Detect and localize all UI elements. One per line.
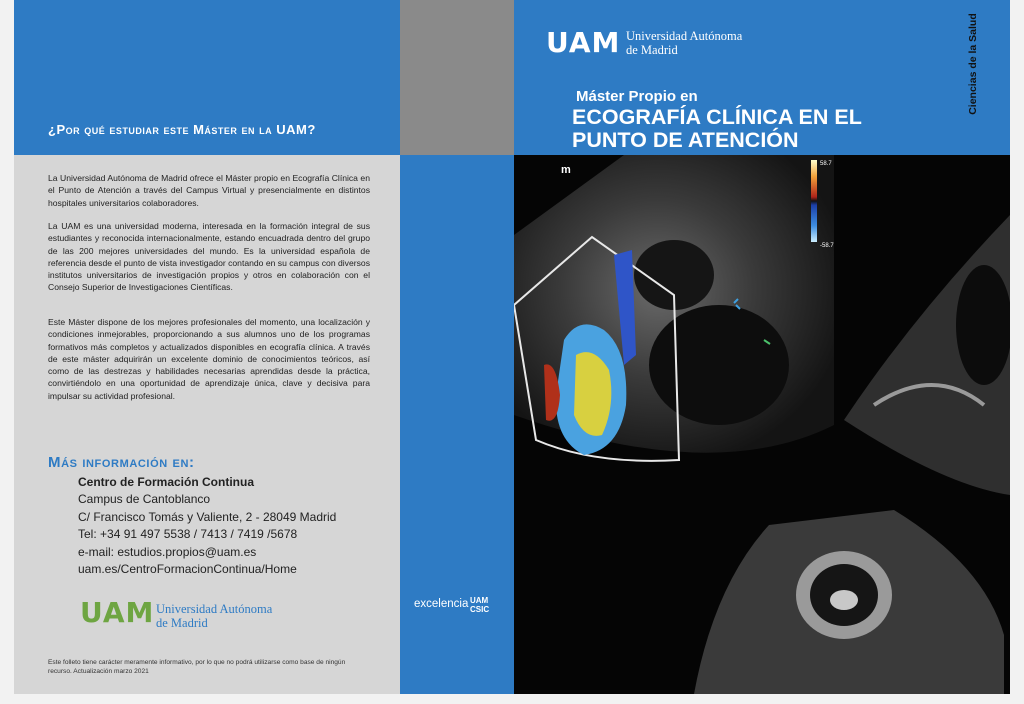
ultrasound-image [514, 155, 1010, 694]
contact-phone: Tel: +34 91 497 5538 / 7413 / 7419 /5678 [78, 527, 298, 542]
contact-org: Centro de Formación Continua [78, 475, 255, 489]
heart-chamber [649, 305, 789, 425]
color-scale-bottom: -58.7 [820, 243, 834, 249]
contact-campus: Campus de Cantoblanco [78, 492, 211, 507]
uam-logo-bottom [80, 596, 273, 630]
excellence-sub-csic: CSIC [470, 605, 490, 614]
intro-paragraph-1: La Universidad Autónoma de Madrid ofrece el Máster propio en Ecografía Clínica en el Punto de Atención a través del Campus Virtual y presencialmente en distintos hospitales universitarios colaboradores. [48, 173, 370, 208]
front-cover-panel [514, 0, 1010, 694]
uam-logo-name-line-2: de Madrid [156, 615, 208, 630]
contact-block [78, 474, 336, 578]
spine-panel [400, 0, 514, 694]
intro-paragraph-2: La UAM es una universidad moderna, interesada en la formación integral de sus estudiantes y reconocida internacionalmente, estando encuadrada dentro del grupo de las 200 mejores universidades del mundo. Es la universidad española de referencia desde el punto de vista investigador contando en su campus con diversos institutos universitarios de investigación propios y otros en colaboración con el Consejo Superior de Investigaciones Científicas. [48, 221, 370, 293]
subject-tag [954, 13, 994, 130]
color-scale-bar [811, 160, 817, 242]
excellence-sub-uam: UAM [470, 596, 489, 605]
subject-tag-text: Ciencias de la Salud [967, 13, 979, 115]
uam-logo-name-top [626, 29, 742, 57]
uam-logo-name [156, 603, 272, 630]
master-title: ECOGRAFÍA CLÍNICA EN EL PUNTO DE ATENCIÓN [572, 105, 862, 152]
intro-paragraph-3: Este Máster dispone de los mejores profesionales del momento, una localización y condiciones inmejorables, proporcionando a sus alumnos uno de los programas formativos más completos y actualizados disponibles en ecografía clínica. A través de este máster adquirirán un excelente dominio de conocimientos teóricos, así como de las destrezas y habilidades necesarias aprendidas desde la práctica, convirtiéndolo en una oportunidad de aprendizaje única, clave y decisiva para impulsar su actividad profesional. [48, 317, 370, 401]
back-cover-panel [14, 0, 400, 694]
uam-logo-word-top: UAM [546, 26, 621, 59]
contact-email: e-mail: estudios.propios@uam.es [78, 544, 257, 559]
why-study-heading: ¿Por qué estudiar este Máster en la UAM? [48, 122, 316, 137]
uam-logo-word: UAM [80, 596, 155, 629]
master-subtitle: Máster Propio en [576, 88, 698, 105]
excellence-word: excelencia [414, 598, 469, 610]
scan-marker: m [561, 164, 571, 176]
disclaimer-text: Este folleto tiene carácter meramente informativo, por lo que no podrá utilizarse como base de ningún recurso. Actualización marzo 2021 [48, 659, 346, 675]
contact-web: uam.es/CentroFormacionContinua/Home [78, 562, 297, 577]
right-echo-chamber [956, 265, 1010, 385]
bottom-echo-valve [830, 590, 858, 610]
more-info-heading: Más información en: [48, 454, 195, 471]
color-scale-top: 58.7 [820, 161, 832, 167]
uam-logo-name-line-1: Universidad Autónoma [156, 602, 273, 616]
excellence-logo [414, 596, 490, 614]
uam-logo-name-top-line-1: Universidad Autónoma [626, 29, 743, 43]
uam-logo-top [546, 26, 743, 59]
excellence-sub [470, 596, 489, 614]
uam-logo-name-top-line-2: de Madrid [626, 43, 678, 57]
contact-address: C/ Francisco Tomás y Valiente, 2 - 28049 Madrid [78, 509, 337, 524]
spine-grey-band [400, 0, 514, 155]
